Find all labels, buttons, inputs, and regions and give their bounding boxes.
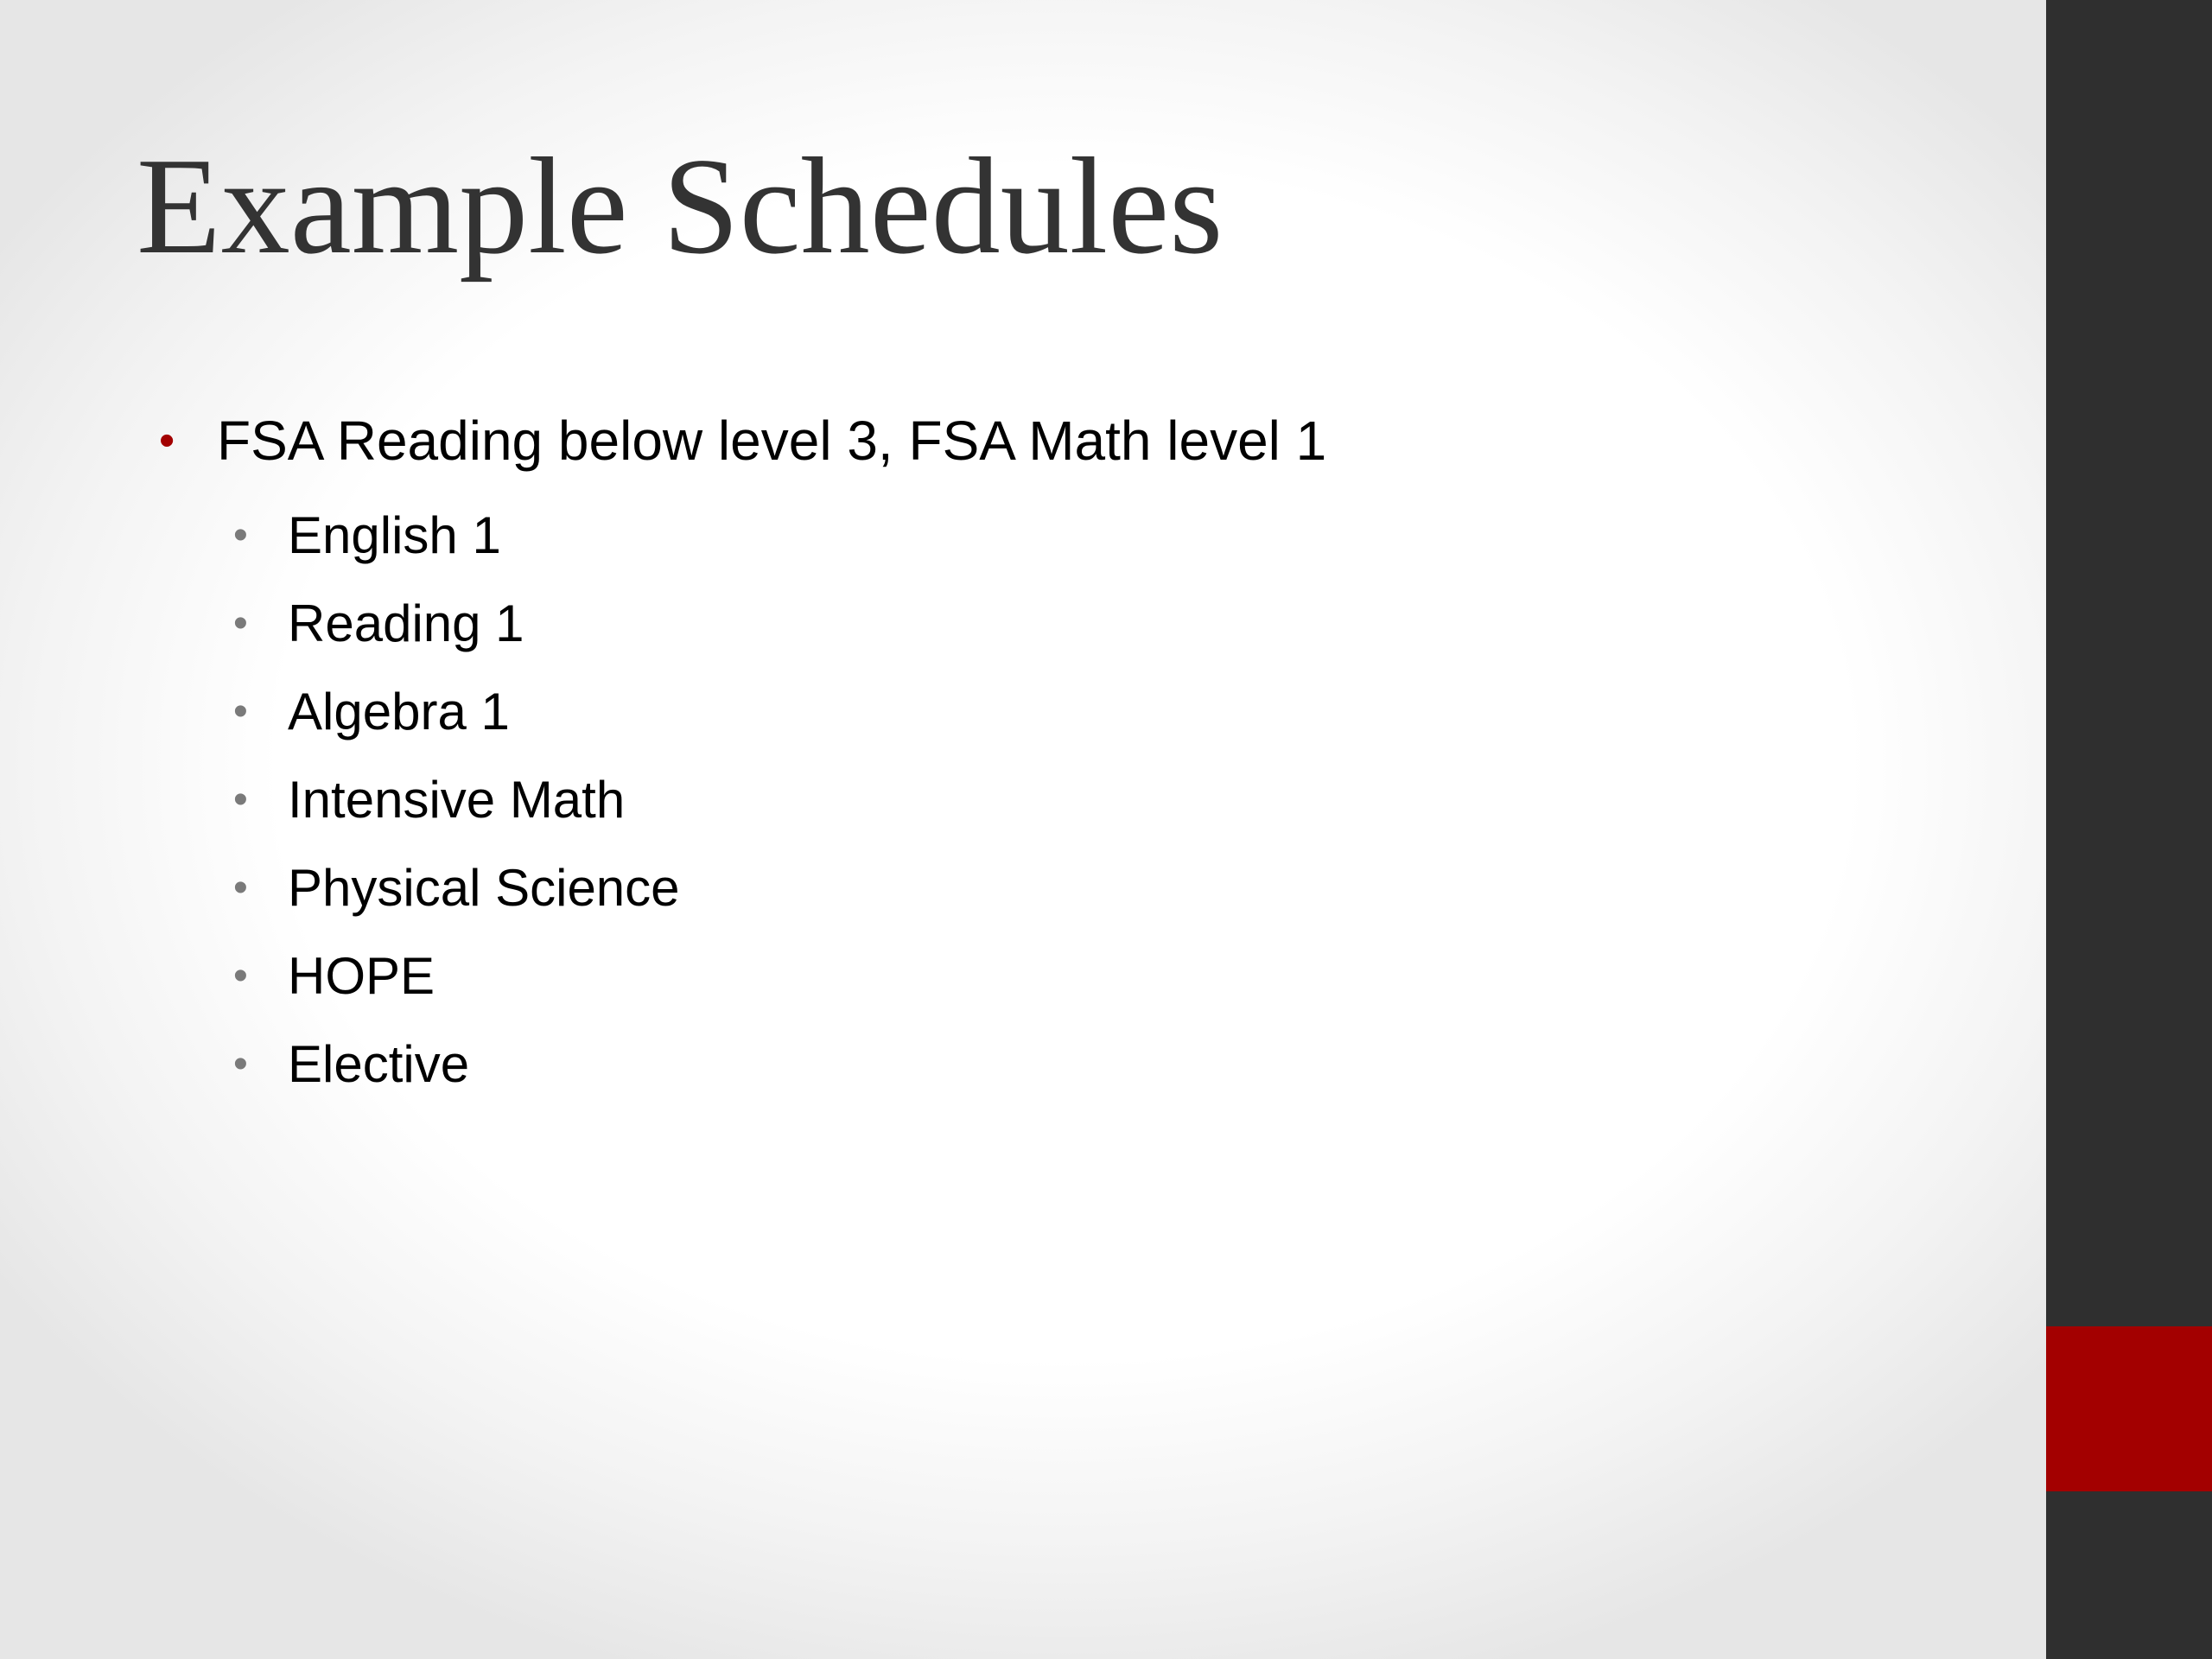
main-bullet-text: FSA Reading below level 3, FSA Math level 1: [217, 410, 1327, 472]
sub-bullet-text: Reading 1: [288, 594, 524, 652]
sub-bullet-text: Elective: [288, 1035, 470, 1093]
gray-bullet-icon: •: [233, 777, 248, 823]
gray-bullet-icon: •: [233, 865, 248, 911]
gray-bullet-icon: •: [233, 953, 248, 999]
sub-bullet-item: [156, 756, 1970, 844]
sub-bullet-text: Algebra 1: [288, 683, 510, 741]
sub-bullet-text: Physical Science: [288, 859, 680, 917]
slide-title: Example Schedules: [137, 129, 1224, 283]
sub-bullet-text: Intensive Math: [288, 771, 626, 829]
sub-bullet-item: [156, 668, 1970, 756]
slide-content: [156, 402, 1970, 1109]
main-bullet: [156, 402, 1970, 480]
sub-bullet-text: English 1: [288, 506, 501, 564]
sub-bullet-item: [156, 932, 1970, 1020]
decorative-sidebar: [2046, 0, 2212, 1659]
red-bullet-icon: •: [159, 416, 175, 466]
sub-bullet-item: [156, 1020, 1970, 1109]
gray-bullet-icon: •: [233, 689, 248, 734]
accent-block: [2046, 1326, 2212, 1491]
gray-bullet-icon: •: [233, 601, 248, 646]
sub-bullet-list: [156, 492, 1970, 1109]
sub-bullet-item: [156, 580, 1970, 668]
gray-bullet-icon: •: [233, 1041, 248, 1087]
gray-bullet-icon: •: [233, 512, 248, 558]
sub-bullet-item: [156, 492, 1970, 580]
sub-bullet-text: HOPE: [288, 947, 435, 1005]
sub-bullet-item: [156, 844, 1970, 932]
